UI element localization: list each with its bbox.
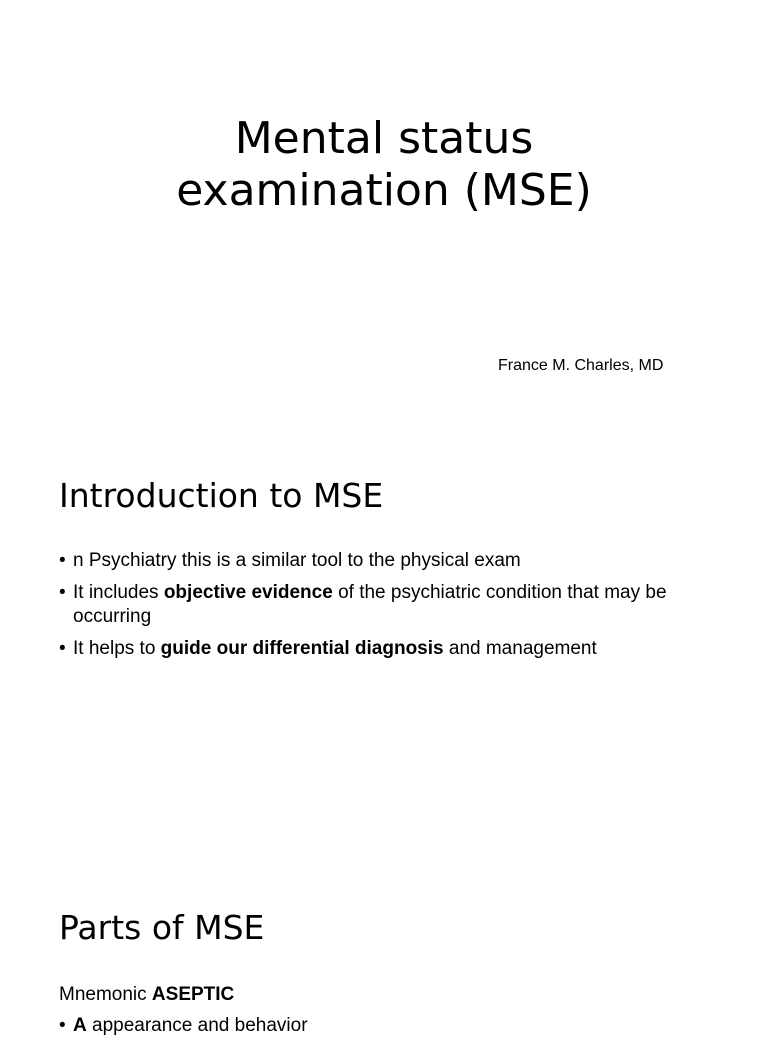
parts-item-1-letter: A	[73, 1015, 87, 1036]
title-slide	[0, 0, 768, 432]
mnemonic-word: ASEPTIC	[151, 984, 235, 1005]
author-name: France M. Charles, MD	[498, 357, 664, 374]
bullet-2-pre: It includes	[73, 582, 164, 603]
bullet-item-1	[59, 549, 729, 573]
mnemonic-label: Mnemonic	[59, 984, 152, 1005]
parts-list	[59, 1014, 308, 1038]
bullet-item-3	[59, 637, 729, 661]
mnemonic-line	[59, 983, 234, 1007]
bullet-1-text: n Psychiatry this is a similar tool to the physical exam	[73, 550, 521, 571]
parts-item-1	[59, 1014, 308, 1038]
bullet-2-bold: objective evidence	[163, 582, 333, 603]
introduction-heading: Introduction to MSE	[59, 476, 384, 515]
bullet-3-post: and management	[443, 638, 597, 659]
title-line-2: examination (MSE)	[176, 165, 592, 216]
introduction-bullet-list	[59, 549, 729, 669]
parts-item-1-text: appearance and behavior	[86, 1015, 308, 1036]
bullet-3-bold: guide our differential diagnosis	[160, 638, 444, 659]
bullet-2-post: of the psychiatric condition that may be occurring	[73, 582, 667, 627]
bullet-item-2	[59, 581, 729, 629]
title-line-1: Mental status	[234, 113, 534, 164]
parts-heading: Parts of MSE	[59, 908, 265, 947]
introduction-slide	[0, 432, 768, 864]
parts-slide	[0, 864, 768, 1036]
bullet-3-pre: It helps to	[73, 638, 161, 659]
presentation-title	[0, 113, 768, 217]
